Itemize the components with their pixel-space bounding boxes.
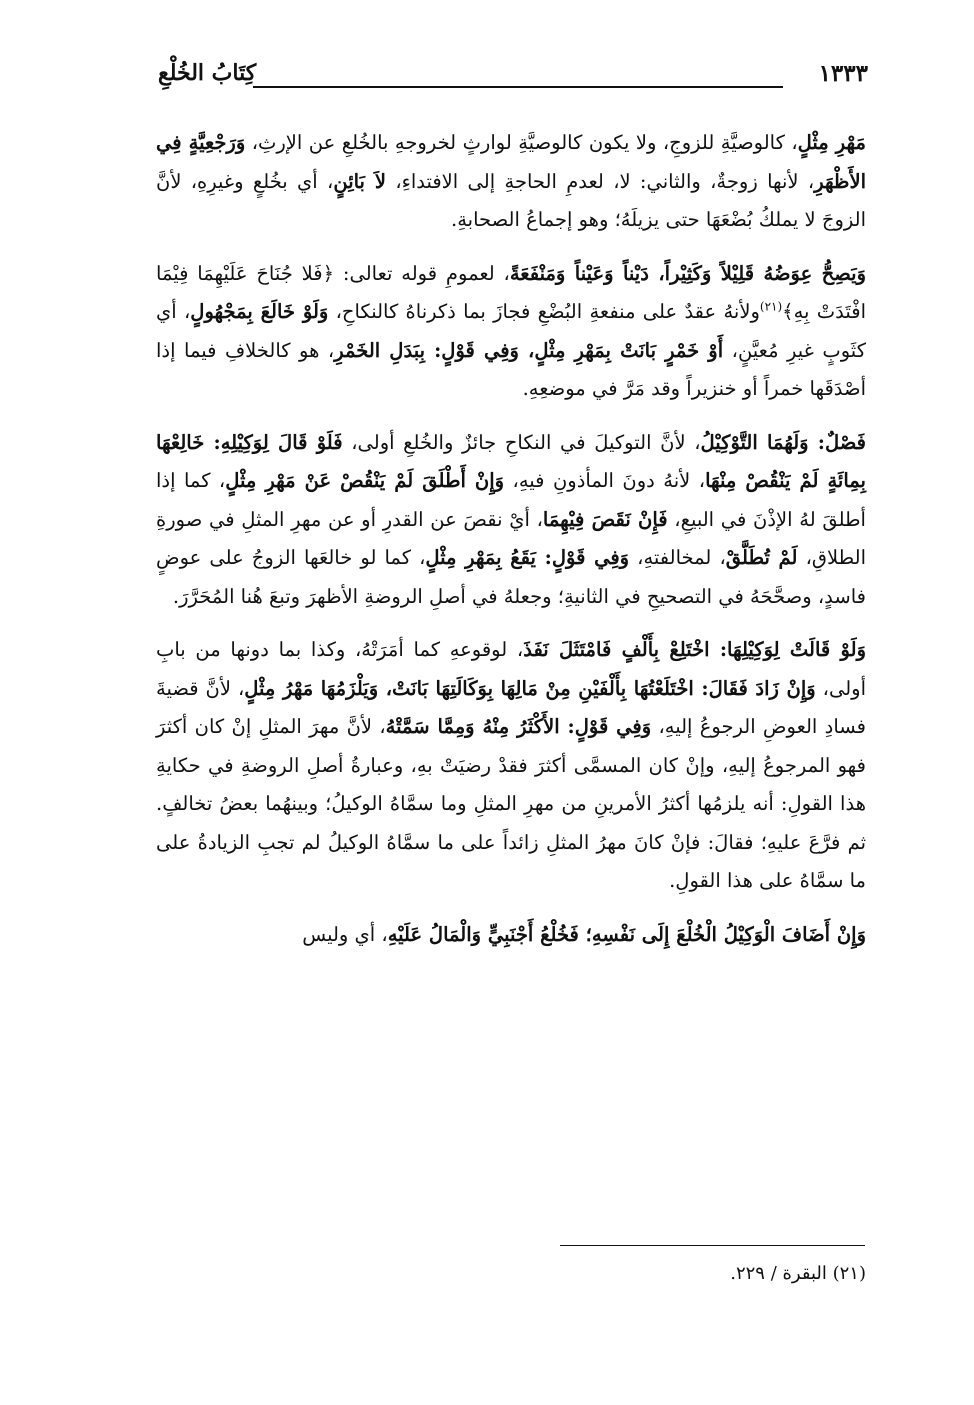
commentary-text: ، لعمومِ قوله تعالى: ﴿فَلا جُنَاحَ عَلَيْهِمَا فِيْمَا افْتَدَتْ بِهِ﴾ [156, 261, 866, 323]
paragraph [156, 424, 866, 617]
paragraph [156, 916, 866, 955]
matn-text: مَهْرِ مِثْلٍ [797, 131, 866, 154]
commentary-text: ولأنهُ عقدٌ على منفعةِ البُضْعِ فجازَ بما ذكرناهُ كالنكاحِ، [328, 300, 760, 323]
page-number: ١٣٣٣ [818, 60, 868, 87]
commentary-text: ، هو كالخلافِ فيما إذا أصْدَقَها خمراً أو خنزيراً وقد مَرَّ في موضعِهِ. [156, 338, 866, 400]
commentary-text: ، أي بخُلعٍ وغيرِهِ، لأنَّ الزوجَ لا يملكُ بُضْعَهَا حتى يزيلَهُ؛ وهو إجماعُ الصحابةِ. [156, 169, 866, 231]
matn-text: وَفِي قَوْلٍ: الأَكْثَرُ مِنْهُ وَمِمَّا سَمَّتْهُ [385, 715, 652, 738]
commentary-text: ، كما لو خالعَها الزوجُ على عوضٍ فاسدٍ، وصحَّحَهُ في التصحيحِ في الثانيةِ؛ وجعلهُ في أصلِ الروضةِ الأظهرَ وتبعَ هُنا المُحَرَّرَ. [156, 546, 866, 608]
footnote: (٢١) البقرة / ٢٢٩. [730, 1263, 866, 1284]
commentary-text: ، كالوصيَّةِ للزوجِ، ولا يكون كالوصيَّةِ لوارثٍ لخروجهِ بالخُلعِ عن الإرثِ، [245, 131, 798, 154]
matn-text: فَلَوْ قَالَ لِوَكِيْلِهِ: خَالِعْهَا بِمِائَةٍ لَمْ يَنْقُصْ مِنْهَا [156, 430, 866, 492]
matn-text: وَإِنْ زَادَ فَقَالَ: اخْتَلَعْتُهَا بِأَلْفَيْنِ مِنْ مَالِهَا بِوَكَالَتِهَا بَانَتْ، وَيَلْزَمُهَا مَهْرُ مِثْلٍ [244, 676, 816, 700]
commentary-text: ، لأنَّ قضيةَ فسادِ العوضِ الرجوعُ إليهِ، [156, 676, 866, 738]
matn-text: وَفِي قَوْلٍ: يَقَعُ بِمَهْرِ مِثْلٍ [425, 546, 630, 569]
footnote-rule [560, 1245, 865, 1246]
matn-text: وَلَوْ خَالَعَ بِمَجْهُولٍ [190, 300, 329, 323]
commentary-text: ، أيْ نقصَ عن القدرِ أو عن مهرِ المثلِ في صورةِ الطلاقِ، [156, 507, 866, 569]
matn-text: لاَ بَائِنٍ [333, 169, 387, 193]
header-rule [253, 86, 783, 88]
matn-text: فَصْلٌ: وَلَهُمَا التَّوْكِيْلُ [700, 430, 866, 454]
commentary-text: ، لأنهُ دونَ المأذونِ فيهِ، [504, 469, 706, 492]
main-text [156, 124, 866, 954]
matn-text: وَلَوْ قَالَتْ لِوَكِيْلِهَا: اخْتَلِعْ بِأَلْفٍ فَامْتَثَلَ نَفَذَ [523, 638, 866, 661]
commentary-text: ، لوقوعهِ كما أمَرَتْهُ، وكذا بما دونها من بابِ أولى، [156, 638, 866, 700]
matn-text: وَإِنْ أَطْلَقَ لَمْ يَنْقُصْ عَنْ مَهْرِ مِثْلٍ [225, 469, 505, 492]
chapter-title: كِتَابُ الخُلْعِ [158, 60, 257, 86]
footnote-marker: (٢١) [759, 299, 783, 314]
commentary-text: ، أي كثَوبٍ غيرِ مُعيَّنٍ، [156, 300, 866, 362]
matn-text: أَوْ خَمْرٍ بَانَتْ بِمَهْرِ مِثْلٍ، وَفِي قَوْلٍ: بِبَدَلِ الخَمْرِ [334, 338, 724, 362]
commentary-text: ، لأنها زوجةٌ، والثاني: لا، لعدمِ الحاجةِ إلى الافتداءِ، [386, 169, 815, 193]
paragraph [156, 124, 866, 240]
matn-text: لَمْ تُطَلَّقْ [725, 546, 798, 569]
paragraph [156, 255, 866, 409]
matn-text: وَإِنْ أَضَافَ الْوَكِيْلُ الْخُلْعَ إِلَى نَفْسِهِ؛ فَخُلْعُ أَجْنَبِيٍّ وَالْمَالُ عَلَيْهِ [387, 922, 866, 946]
commentary-text: ، لأنَّ التوكيلَ في النكاحِ جائزٌ والخُلعِ أولى، [342, 430, 701, 454]
commentary-text: ، كما إذا أطلقَ لهُ الإذْنَ في البيعِ، [156, 469, 866, 531]
commentary-text: ، أي وليس [302, 922, 388, 946]
paragraph [156, 631, 866, 901]
page-header [158, 56, 868, 96]
commentary-text: ، لمخالفتهِ، [629, 546, 726, 569]
matn-text: وَيَصِحُّ عِوَضُهُ قَلِيْلاً وَكَثِيْراً، دَيْناً وَعَيْناً وَمَنْفَعَةً [509, 261, 866, 285]
commentary-text: ، لأنَّ مهرَ المثلِ إنْ كان أكثرَ فهو المرجوعُ إليهِ، وإنْ كان المسمَّى أكثرَ فقدْ رضيَتْ بهِ، وعبارةُ أصلِ الروضةِ في حكايةِ هذا القولِ: أنه يلزمُها أكثرُ الأمرينِ من مهرِ المثلِ وما سمَّاهُ الوكيلُ؛ وبينهُما بعضُ تخالفٍ. ثم فرَّعَ عليهِ؛ فقالَ: فإنْ كانَ مهرُ المثلِ زائداً على ما سمَّاهُ الوكيلُ لم تجبِ الزيادةُ على ما سمَّاهُ على هذا القولِ. [156, 715, 866, 892]
matn-text: فَإِنْ نَقَصَ فِيْهِمَا [542, 507, 668, 531]
matn-text: وَرَجْعِيَّةٍ فِي الأَظْهَرِ [156, 131, 866, 193]
